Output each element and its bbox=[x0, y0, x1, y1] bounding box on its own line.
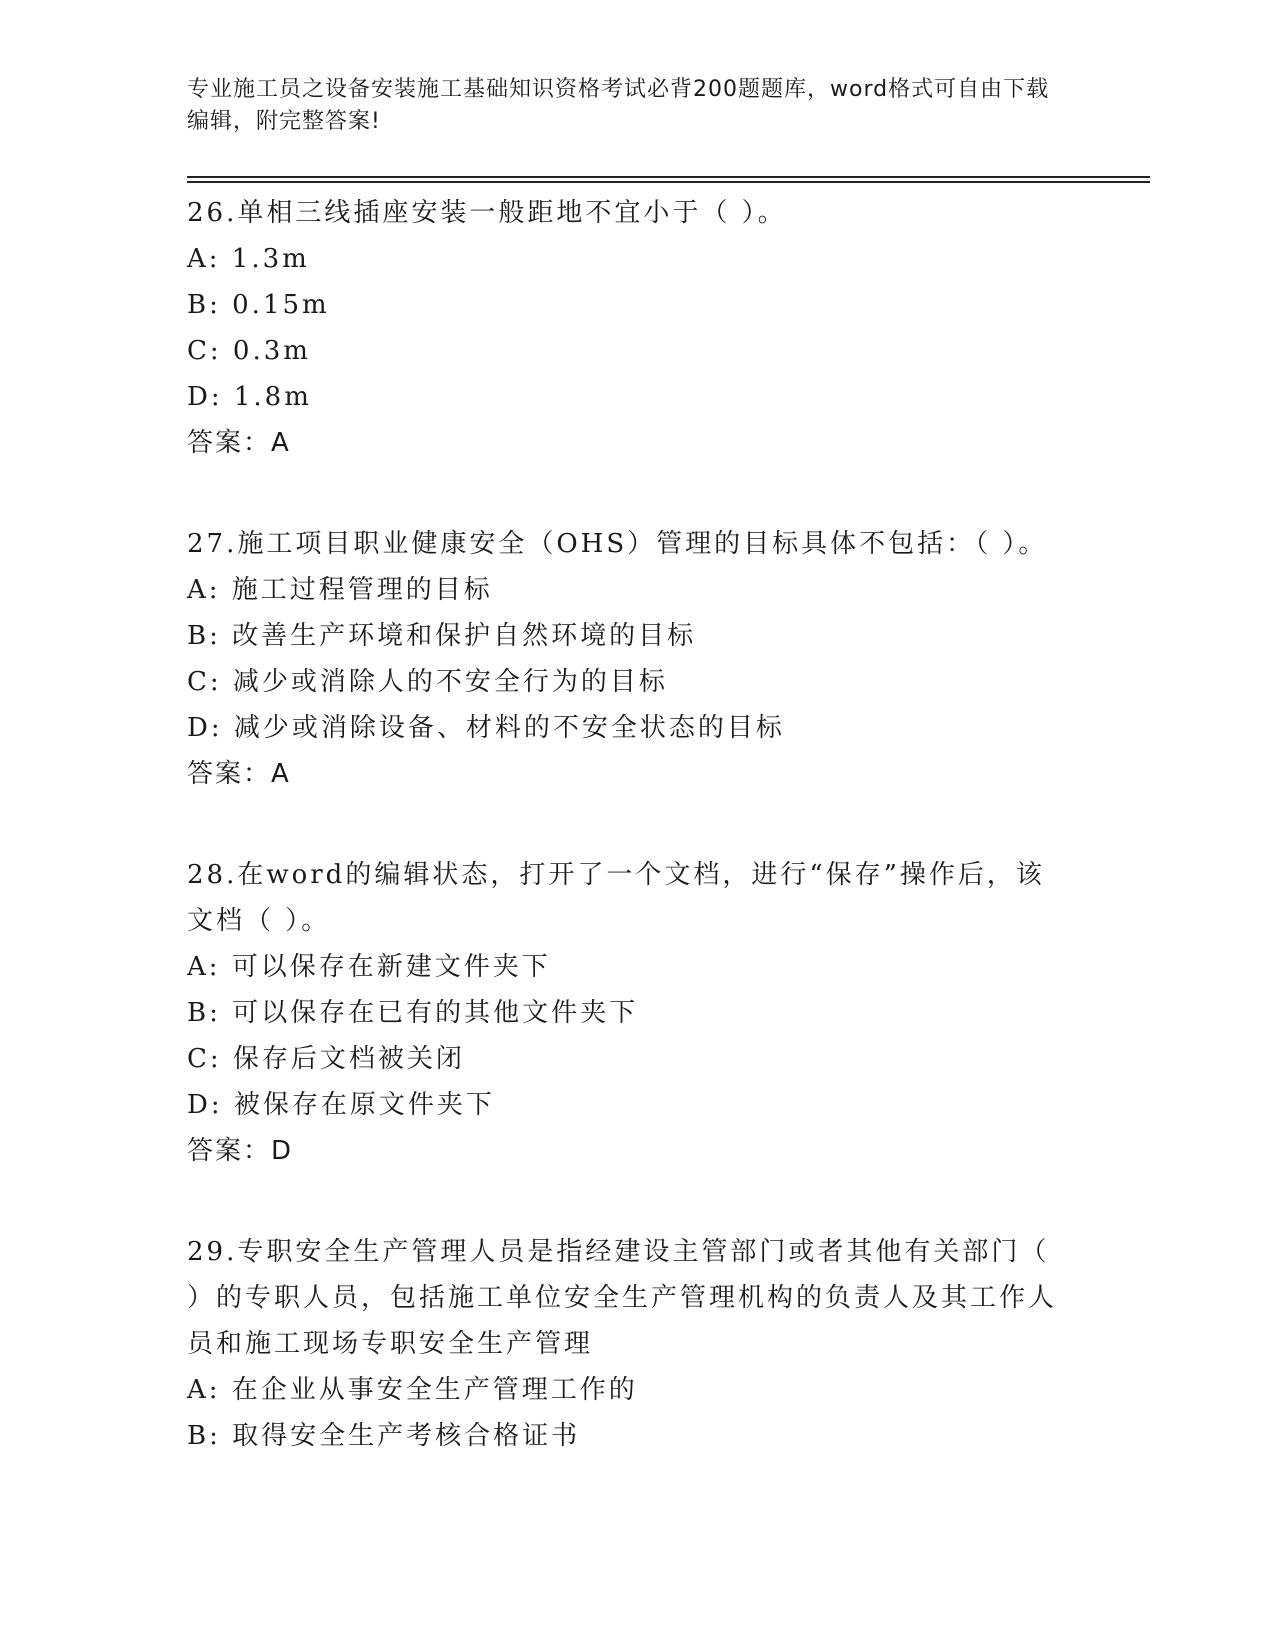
answer: 答案：A bbox=[187, 428, 291, 458]
option-c: C: 减少或消除人的不安全行为的目标 bbox=[187, 667, 668, 697]
option-a: A: 可以保存在新建文件夹下 bbox=[187, 952, 551, 982]
option-a: A: 在企业从事安全生产管理工作的 bbox=[187, 1375, 638, 1405]
answer: 答案：A bbox=[187, 759, 291, 789]
question-28 bbox=[187, 852, 1067, 1174]
document-header: 专业施工员之设备安装施工基础知识资格考试必背200题题库，word格式可自由下载编辑，附完整答案! bbox=[187, 77, 1050, 134]
option-d: D: 1.8m bbox=[187, 382, 312, 412]
option-d: D: 减少或消除设备、材料的不安全状态的目标 bbox=[187, 713, 785, 743]
option-b: B: 取得安全生产考核合格证书 bbox=[187, 1421, 581, 1451]
question-26 bbox=[187, 190, 1067, 466]
question-stem: 29.专职安全生产管理人员是指经建设主管部门或者其他有关部门（ ）的专职人员，包括施工单位安全生产管理机构的负责人及其工作人员和施工现场专职安全生产管理 bbox=[187, 1237, 1058, 1359]
option-b: B: 改善生产环境和保护自然环境的目标 bbox=[187, 621, 697, 651]
option-c: C: 保存后文档被关闭 bbox=[187, 1044, 465, 1074]
option-b: B: 可以保存在已有的其他文件夹下 bbox=[187, 998, 639, 1028]
question-list bbox=[187, 190, 1067, 1514]
question-stem: 27.施工项目职业健康安全（OHS）管理的目标具体不包括：（ ）。 bbox=[187, 529, 1048, 559]
header-divider-top bbox=[187, 176, 1150, 178]
option-c: C: 0.3m bbox=[187, 336, 311, 366]
option-a: A: 1.3m bbox=[187, 244, 310, 274]
question-27 bbox=[187, 521, 1067, 797]
option-b: B: 0.15m bbox=[187, 290, 330, 320]
question-29 bbox=[187, 1229, 1067, 1459]
question-stem: 26.单相三线插座安装一般距地不宜小于（ ）。 bbox=[187, 198, 787, 228]
question-stem: 28.在word的编辑状态，打开了一个文档，进行“保存”操作后，该文档（ ）。 bbox=[187, 860, 1045, 936]
answer: 答案：D bbox=[187, 1136, 294, 1166]
option-a: A: 施工过程管理的目标 bbox=[187, 575, 493, 605]
option-d: D: 被保存在原文件夹下 bbox=[187, 1090, 495, 1120]
header-divider-bottom bbox=[187, 181, 1150, 183]
